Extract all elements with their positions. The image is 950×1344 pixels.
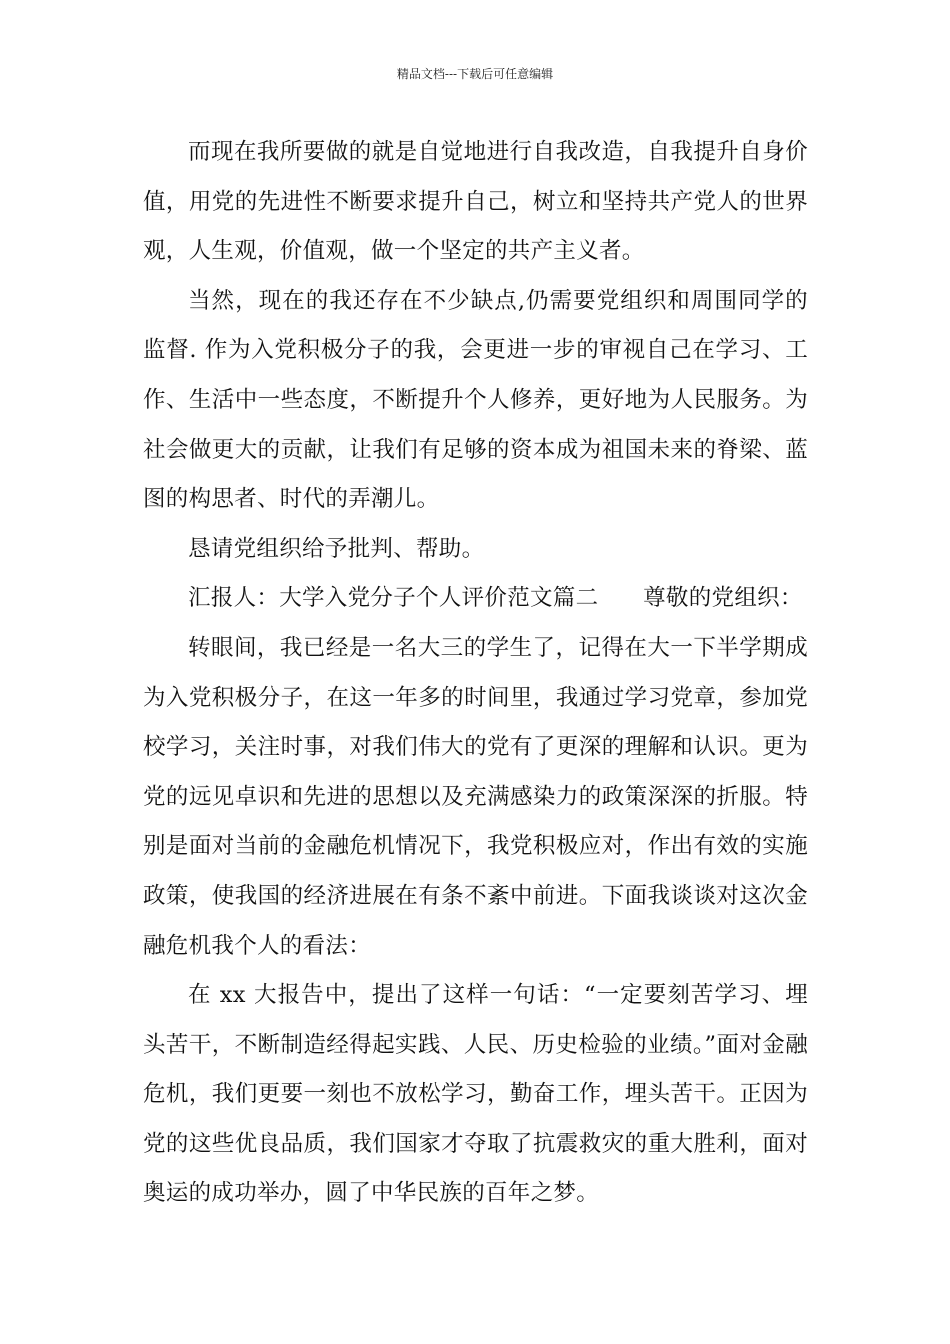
page-header: 精品文档---下载后可任意编辑 [396, 67, 554, 81]
paragraph-request: 恳请党组织给予批判、帮助。 [188, 535, 485, 562]
paragraph-shortcomings: 当然，现在的我还存在不少缺点,仍需要党组织和周围同学的监督. 作为入党积极分子的我，会更进一步的审视自己在学习、工作、生活中一些态度，不断提升个人修养，更好地为人民服务。为社会做更大的贡献，让我们有足够的资本成为祖国未来的脊梁、蓝图的构思者、时代的弄潮儿。 [143, 287, 808, 513]
document-body [143, 128, 808, 1219]
paragraph-report-quote: 在 xx 大报告中，提出了这样一句话：“一定要刻苦学习、埋头苦干，不断制造经得起实践、人民、历史检验的业绩。”面对金融危机，我们更要一刻也不放松学习，勤奋工作，埋头苦干。正因为党的这些优良品质，我们国家才夺取了抗震救灾的重大胜利，面对奥运的成功举办，圆了中华民族的百年之梦。 [143, 982, 808, 1207]
paragraph-junior-year: 转眼间，我已经是一名大三的学生了，记得在大一下半学期成为入党积极分子，在这一年多的时间里，我通过学习党章，参加党校学习，关注时事，对我们伟大的党有了更深的理解和认识。更为党的远见卓识和先进的思想以及充满感染力的政策深深的折服。特别是面对当前的金融危机情况下，我党积极应对，作出有效的实施政策，使我国的经济进展在有条不紊中前进。下面我谈谈对这次金融危机我个人的看法： [143, 634, 808, 959]
paragraph-reporter: 汇报人：大学入党分子个人评价范文篇二 尊敬的党组织： [188, 585, 803, 612]
paragraph-self-improvement: 而现在我所要做的就是自觉地进行自我改造，自我提升自身价值，用党的先进性不断要求提升自己，树立和坚持共产党人的世界观，人生观，价值观，做一个坚定的共产主义者。 [143, 139, 808, 265]
